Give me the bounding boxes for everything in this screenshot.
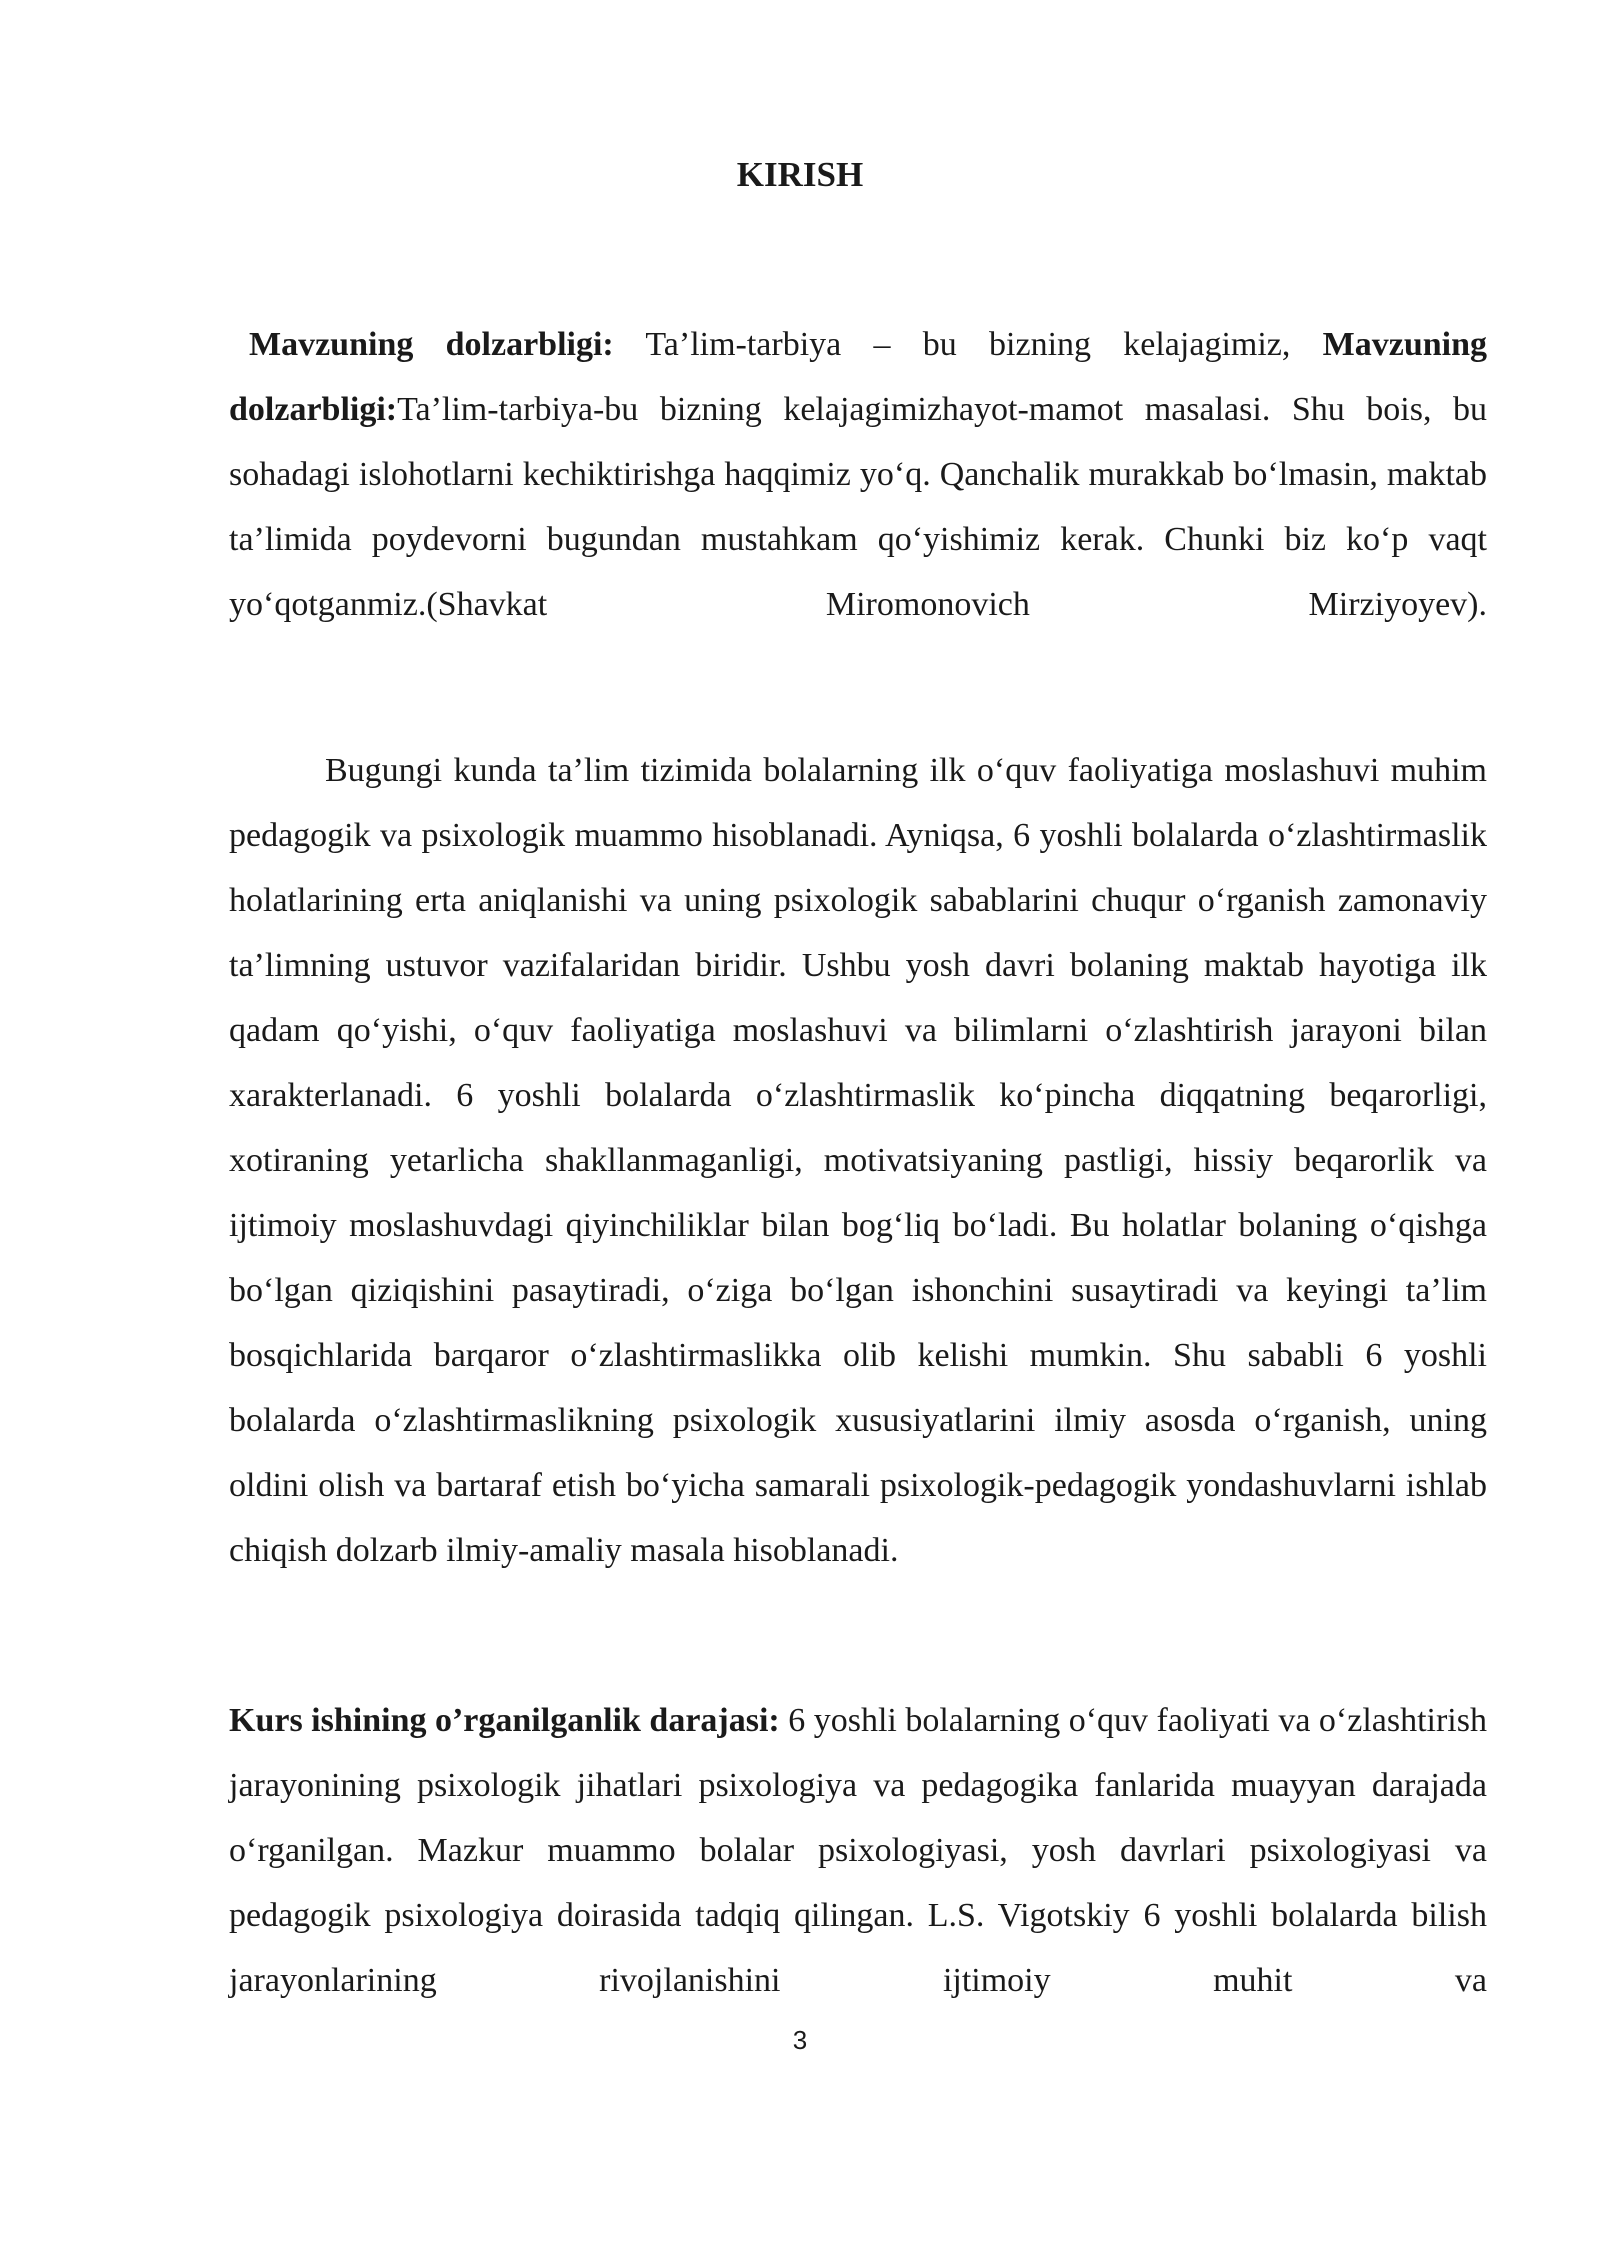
page-number: 3 [792, 2025, 808, 2055]
page-title: KIRISH [736, 155, 864, 194]
relevance-text-intro: Ta’lim-tarbiya – bu bizning kelajagimiz, [613, 326, 1323, 363]
relevance-label: Mavzuning dolzarbligi: [249, 326, 614, 363]
paragraph-main: Bugungi kunda ta’lim tizimida bolalarning ilk o‘quv faoliyatiga moslashuvi muhim pedagogik va psixologik muammo hisoblanadi. Ayniqsa, 6 yoshli bolalarda o‘zlashtirmaslik holatlarining erta aniqlanishi va uning psixologik sabablarini chuqur o‘rganish zamonaviy ta’limning ustuvor vazifalaridan biridir. Ushbu yosh davri bolaning maktab hayotiga ilk qadam qo‘yishi, o‘quv faoliyatiga moslashuvi va bilimlarni o‘zlashtirish jarayoni bilan xarakterlanadi. 6 yoshli bolalarda o‘zlashtirmaslik ko‘pincha diqqatning beqarorligi, xotiraning yetarlicha shakllanmaganligi, motivatsiyaning pastligi, hissiy beqarorlik va ijtimoiy moslashuvdagi qiyinchiliklar bilan bog‘liq bo‘ladi. Bu holatlar bolaning o‘qishga bo‘lgan qiziqishini pasaytiradi, o‘ziga bo‘lgan ishonchini susaytiradi va keyingi ta’lim bosqichlarida barqaror o‘zlashtirmaslikka olib kelishi mumkin. Shu sababli 6 yoshli bolalarda o‘zlashtirmaslikning psixologik xususiyatlarini ilmiy asosda o‘rganish, uning oldini olish va bartaraf etish bo‘yicha samarali psixologik-pedagogik yondashuvlarni ishlab chiqish dolzarb ilmiy-amaliy masala hisoblanadi. [229, 752, 1487, 1569]
relevance-text: Ta’lim-tarbiya-bu bizning kelajagimizhayot-mamot masalasi. Shu bois, bu sohadagi islohotlarni kechiktirishga haqqimiz yo‘q. Qanchalik murakkab bo‘lmasin, maktab ta’limida poydevorni bugundan mustahkam qo‘yishimiz kerak. Chunki biz ko‘p vaqt yo‘qotganmiz.(Shavkat Miromonovich Mirziyoyev). [229, 391, 1487, 623]
paragraph-study-level [229, 1688, 1487, 2013]
study-level-text: 6 yoshli bolalarning o‘quv faoliyati va o‘zlashtirish jarayonining psixologik jihatlari psixologiya va pedagogika fanlarida muayyan darajada o‘rganilgan. Mazkur muammo bolalar psixologiyasi, yosh davrlari psixologiyasi va pedagogik psixologiya doirasida tadqiq qilingan. L.S. Vigotskiy 6 yoshli bolalarda bilish jarayonlarining rivojlanishini ijtimoiy muhit va [229, 1702, 1487, 1999]
study-level-label: Kurs ishining o’rganilganlik darajasi: [229, 1702, 780, 1739]
paragraph-relevance [229, 312, 1487, 637]
relevance-label-repeat: Mavzuning dolzarbligi: [229, 326, 1487, 428]
